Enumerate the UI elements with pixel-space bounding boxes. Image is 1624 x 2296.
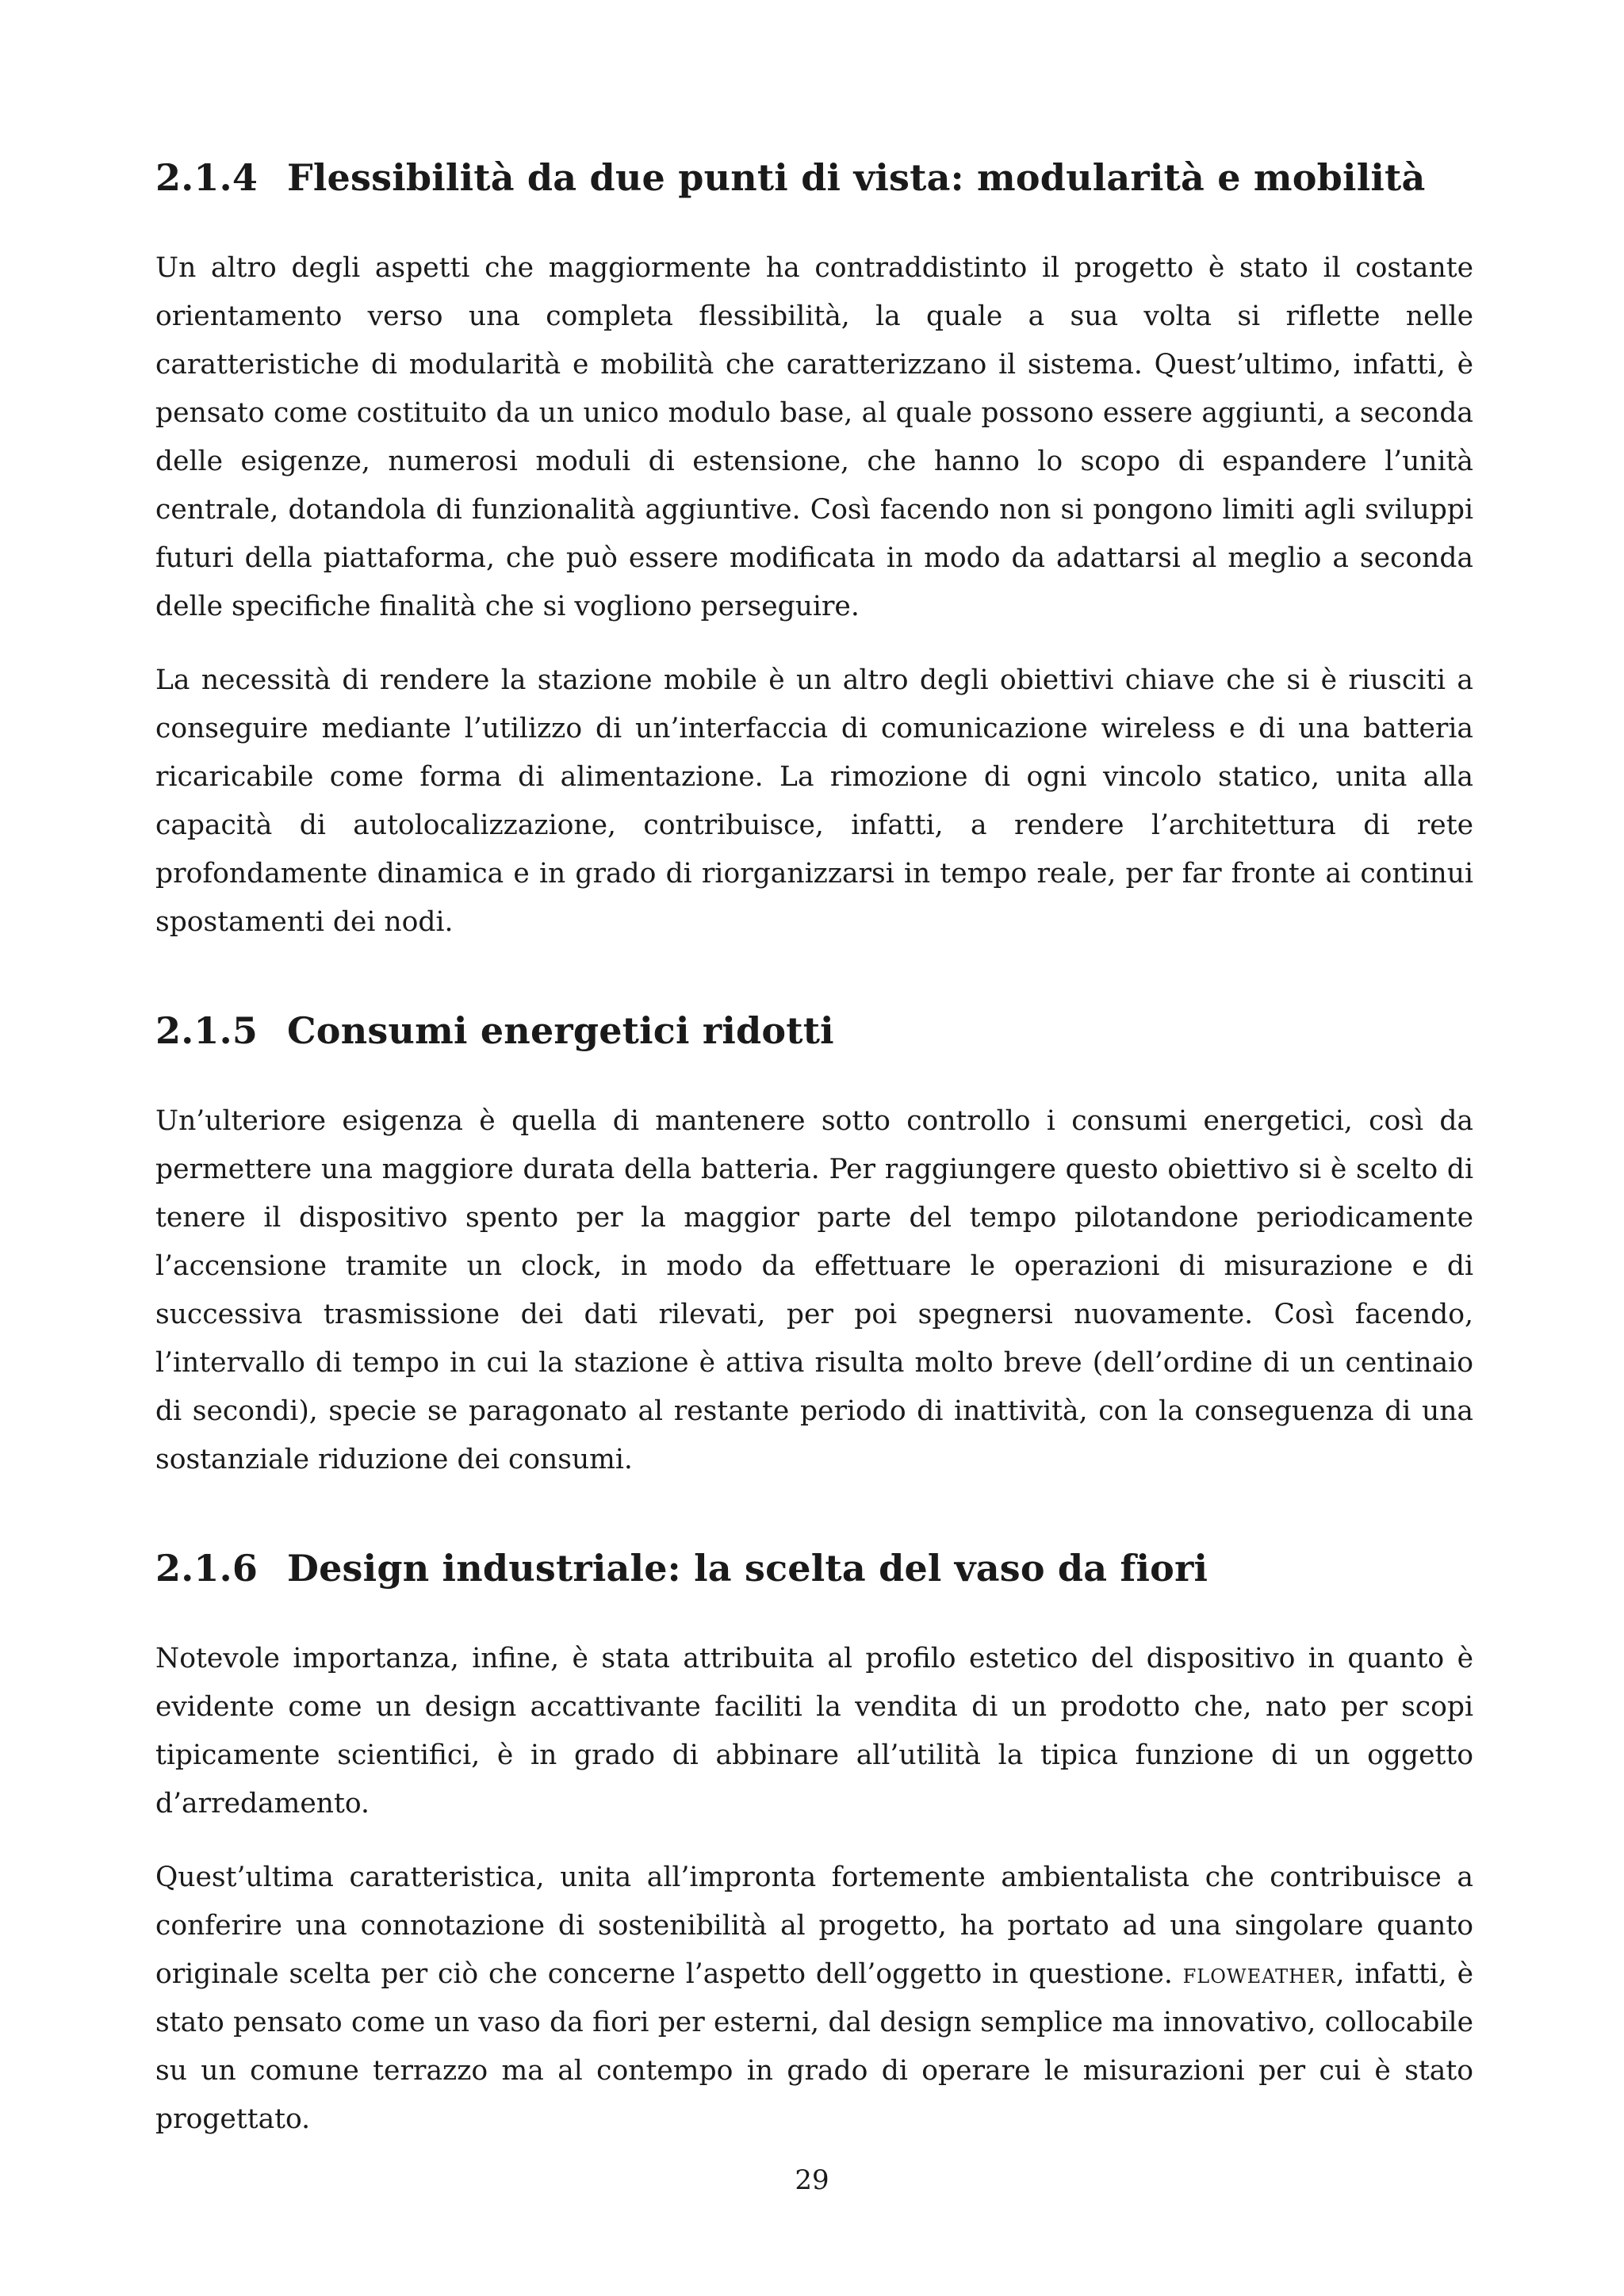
section-2-1-4 bbox=[155, 155, 1473, 947]
paragraph-text: Quest’ultima caratteristica, unita all’impronta fortemente ambientalista che contribuisce a conferire una connotazione di sostenibilità al progetto, ha portato ad una singolare quanto originale scelta per ciò che concerne l’aspetto dell’oggetto in questione. bbox=[155, 1862, 1473, 1990]
section-heading bbox=[155, 1546, 1473, 1590]
section-number: 2.1.6 bbox=[155, 1547, 259, 1590]
section-title: Flessibilità da due punti di vista: modularità e mobilità bbox=[287, 156, 1426, 199]
section-heading bbox=[155, 1008, 1473, 1053]
page-number: 29 bbox=[795, 2164, 829, 2196]
section-number: 2.1.5 bbox=[155, 1009, 259, 1052]
paragraph bbox=[155, 1854, 1473, 2144]
paragraph: Un’ulteriore esigenza è quella di mantenere sotto controllo i consumi energetici, così da permettere una maggiore durata della batteria. Per raggiungere questo obiettivo si è scelto di tenere il dispositivo spento per la maggior parte del tempo pilotandone periodicamente l’accensione tramite un clock, in modo da effettuare le operazioni di misurazione e di successiva trasmissione dei dati rilevati, per poi spegnersi nuovamente. Così facendo, l’intervallo di tempo in cui la stazione è attiva risulta molto breve (dell’ordine di un centinaio di secondi), specie se paragonato al restante periodo di inattività, con la conseguenza di una sostanziale riduzione dei consumi. bbox=[155, 1105, 1473, 1475]
section-2-1-5 bbox=[155, 1008, 1473, 1484]
paragraph-text: , infatti, è stato pensato come un vaso da fiori per esterni, dal design semplice ma innovativo, collocabile su un comune terrazzo ma al contempo in grado di operare le misurazioni per cui è stato progettato. bbox=[155, 1958, 1474, 2135]
paragraph: La necessità di rendere la stazione mobile è un altro degli obiettivi chiave che si è riusciti a conseguire mediante l’utilizzo di un’interfaccia di comunicazione wireless e di una batteria ricaricabile come forma di alimentazione. La rimozione di ogni vincolo statico, unita alla capacità di autolocalizzazione, contribuisce, infatti, a rendere l’architettura di rete profondamente dinamica e in grado di riorganizzarsi in tempo reale, per far fronte ai continui spostamenti dei nodi. bbox=[155, 664, 1473, 938]
section-2-1-6 bbox=[155, 1546, 1473, 2144]
page-body bbox=[155, 155, 1473, 2169]
product-name: floweather bbox=[1182, 1958, 1336, 1990]
section-number: 2.1.4 bbox=[155, 156, 259, 199]
section-title: Consumi energetici ridotti bbox=[287, 1009, 834, 1052]
paragraph: Un altro degli aspetti che maggiormente ha contraddistinto il progetto è stato il costante orientamento verso una completa flessibilità, la quale a sua volta si riflette nelle caratteristiche di modularità e mobilità che caratterizzano il sistema. Quest’ultimo, infatti, è pensato come costituito da un unico modulo base, al quale possono essere aggiunti, a seconda delle esigenze, numerosi moduli di estensione, che hanno lo scopo di espandere l’unità centrale, dotandola di funzionalità aggiuntive. Così facendo non si pongono limiti agli sviluppi futuri della piattaforma, che può essere modificata in modo da adattarsi al meglio a seconda delle specifiche finalità che si vogliono perseguire. bbox=[155, 252, 1473, 622]
paragraph: Notevole importanza, infine, è stata attribuita al profilo estetico del dispositivo in quanto è evidente come un design accattivante faciliti la vendita di un prodotto che, nato per scopi tipicamente scientifici, è in grado di abbinare all’utilità la tipica funzione di un oggetto d’arredamento. bbox=[155, 1643, 1473, 1820]
section-title: Design industriale: la scelta del vaso da fiori bbox=[287, 1547, 1208, 1590]
section-heading bbox=[155, 155, 1473, 200]
